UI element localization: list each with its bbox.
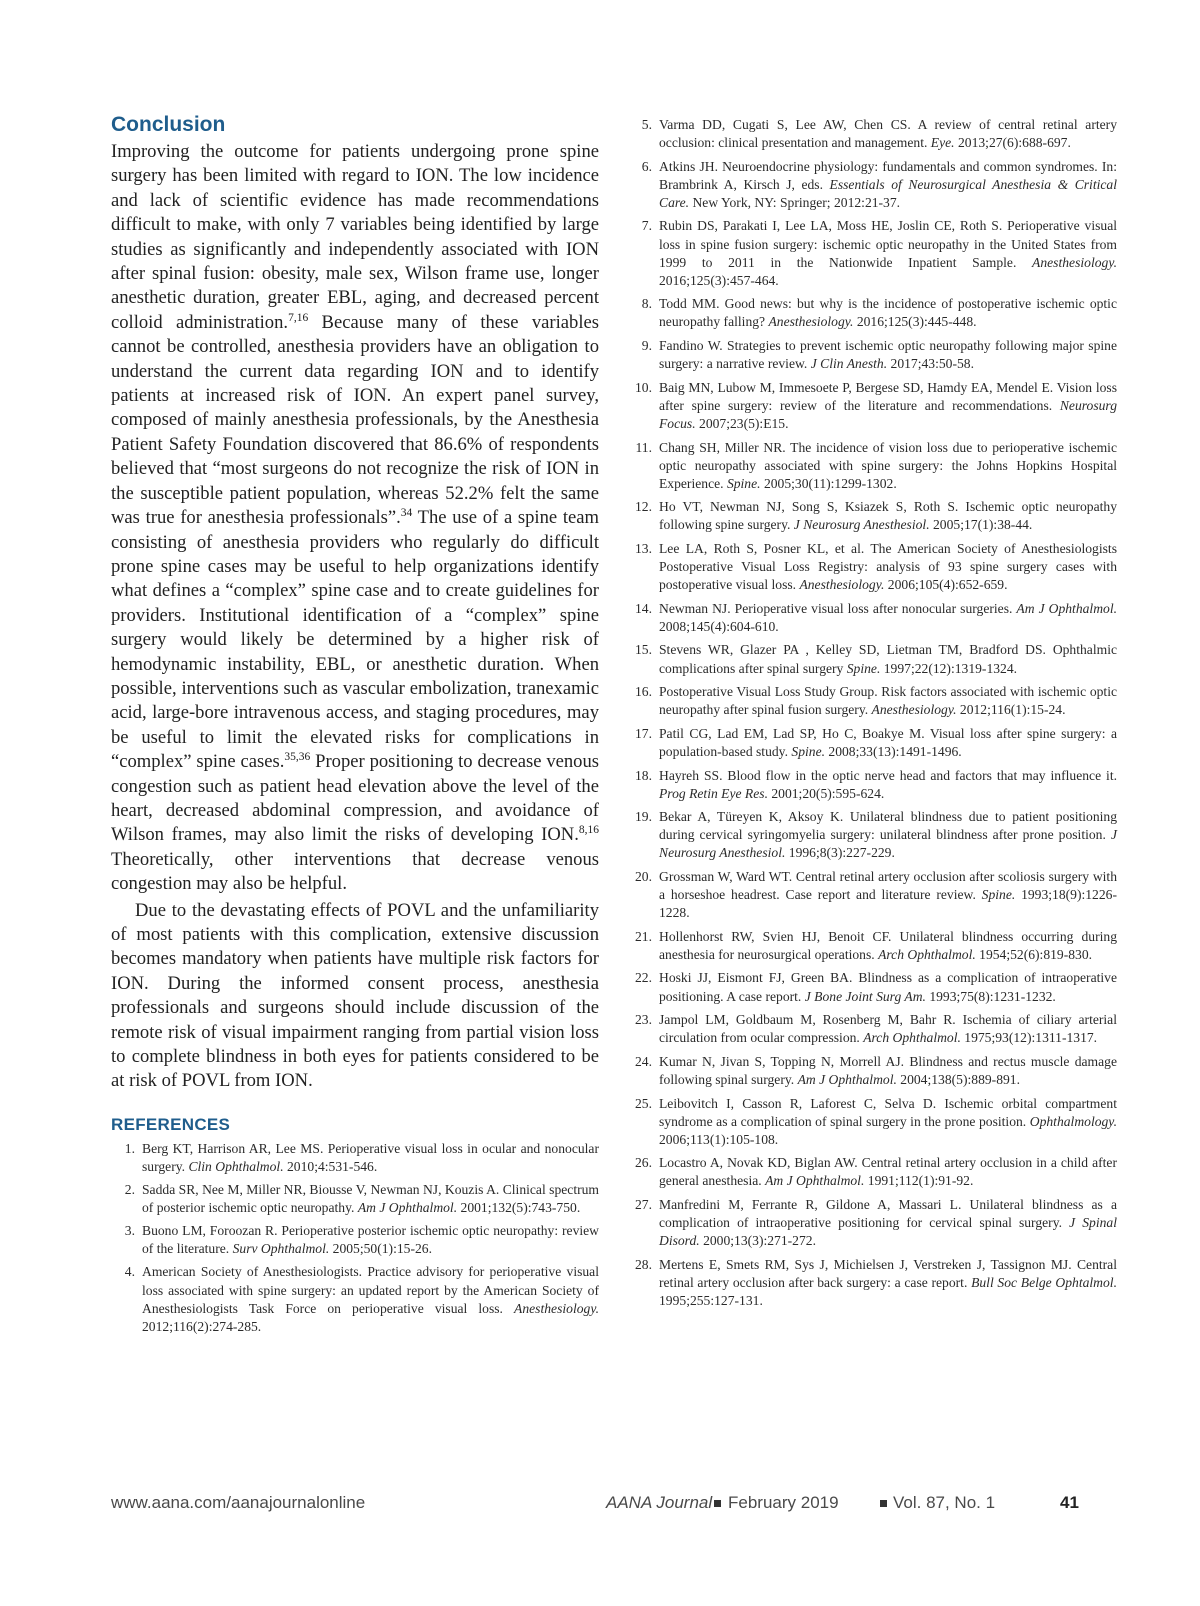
text-run: 2017;43:50-58. bbox=[887, 356, 974, 372]
text-run: Manfredini M, Ferrante R, Gildone A, Massari L. Unilateral blindness as a complication of intraoperative positioning for cervical spinal surgery. bbox=[659, 1196, 1117, 1231]
text-run: Todd MM. Good news: but why is the incidence of postoperative ischemic optic neuropathy falling? bbox=[659, 296, 1117, 330]
reference-number: 28. bbox=[635, 1256, 652, 1272]
text-run: 2000;13(3):271-272. bbox=[699, 1233, 816, 1249]
reference-item bbox=[628, 116, 1117, 152]
text-run: Locastro A, Novak KD, Biglan AW. Central retinal artery occlusion in a child after general anesthesia. bbox=[659, 1155, 1117, 1189]
text-run: 1975;93(12):1311-1317. bbox=[960, 1030, 1098, 1046]
text-run: Theoretically, other interventions that decrease venous congestion may also be helpful. bbox=[111, 848, 599, 895]
conclusion-heading: Conclusion bbox=[111, 113, 226, 136]
text-run: 2005;17(1):38-44. bbox=[929, 517, 1033, 533]
reference-item bbox=[628, 868, 1117, 922]
reference-number: 20. bbox=[635, 868, 652, 884]
text-run: 2006;113(1):105-108. bbox=[659, 1131, 779, 1147]
reference-item bbox=[628, 1053, 1117, 1089]
page-number: 41 bbox=[1060, 1493, 1079, 1512]
text-run: 2012;116(1):15-24. bbox=[956, 702, 1066, 718]
text-run: Lee LA, Roth S, Posner KL, et al. The American Society of Anesthesiologists Postoperative Visual Loss Registry: analysis of 93 spine surgery cases with postoperative visual loss. bbox=[659, 540, 1117, 593]
journal-title: J Neurosurg Anesthesiol. bbox=[793, 517, 930, 533]
reference-text bbox=[659, 928, 1117, 964]
text-run: Varma DD, Cugati S, Lee AW, Chen CS. A review of central retinal artery occlusion: clinical presentation and management. bbox=[659, 117, 1117, 151]
reference-text bbox=[659, 337, 1117, 373]
reference-text bbox=[659, 1196, 1117, 1250]
journal-title: Surv Ophthalmol. bbox=[232, 1241, 330, 1257]
reference-item bbox=[111, 1263, 599, 1335]
text-run: Kumar N, Jivan S, Topping N, Morrell AJ. Blindness and rectus muscle damage following spinal surgery. bbox=[659, 1053, 1117, 1087]
footer-journal: AANA Journal bbox=[606, 1493, 713, 1512]
reference-item bbox=[628, 540, 1117, 594]
reference-item bbox=[628, 1095, 1117, 1149]
text-run: Berg KT, Harrison AR, Lee MS. Perioperative visual loss in ocular and nonocular surgery. bbox=[142, 1140, 599, 1174]
reference-item bbox=[628, 767, 1117, 803]
text-run: The use of a spine team consisting of anesthesia providers who regularly do difficult prone spine cases may be useful to help organizations identify what defines a “complex” spine case and to create guidelines for providers. Institutional identification of a “complex” spine surgery would likely be determined by a higher risk of hemodynamic instability, EBL, or anesthetic duration. When possible, interventions such as vascular embolization, tranexamic acid, large-bore intravenous access, and staging procedures, may be useful to limit the elevated risks for complications in “complex” spine cases. bbox=[111, 507, 599, 773]
text-run: Proper positioning to decrease venous congestion such as patient head elevation above the level of the heart, decreased abdominal compression, and avoidance of Wilson frames, may also limit the risks of developing ION. bbox=[111, 751, 599, 846]
reference-number: 19. bbox=[635, 809, 652, 825]
reference-text bbox=[142, 1263, 599, 1335]
reference-text bbox=[659, 379, 1117, 433]
journal-title: Am J Ophthalmol. bbox=[797, 1071, 897, 1087]
reference-number: 16. bbox=[635, 684, 652, 700]
citation-superscript: 8,16 bbox=[578, 824, 599, 837]
reference-text bbox=[659, 439, 1117, 493]
text-run: 2012;116(2):274-285. bbox=[142, 1318, 262, 1334]
reference-item bbox=[628, 1196, 1117, 1250]
text-run: 1995;255:127-131. bbox=[659, 1292, 763, 1308]
journal-title: Anesthesiology. bbox=[514, 1300, 599, 1316]
reference-item bbox=[111, 1181, 599, 1217]
reference-text bbox=[659, 1053, 1117, 1089]
journal-title: J Bone Joint Surg Am. bbox=[804, 988, 926, 1004]
reference-item bbox=[628, 641, 1117, 677]
text-run: 1991;112(1):91-92. bbox=[864, 1173, 974, 1189]
references-heading: REFERENCES bbox=[111, 1114, 231, 1134]
reference-item bbox=[111, 1222, 599, 1258]
reference-number: 2. bbox=[124, 1182, 135, 1198]
text-run: 2004;138(5):889-891. bbox=[896, 1071, 1020, 1087]
reference-number: 17. bbox=[635, 725, 652, 741]
conclusion-paragraph bbox=[111, 140, 599, 897]
text-run: Postoperative Visual Loss Study Group. Risk factors associated with ischemic optic neuropathy after spinal fusion surgery. bbox=[659, 684, 1117, 718]
conclusion-paragraph bbox=[111, 899, 599, 1094]
reference-text bbox=[659, 1154, 1117, 1190]
reference-number: 11. bbox=[635, 439, 652, 455]
text-run: Fandino W. Strategies to prevent ischemic optic neuropathy following major spine surgery: a narrative review. bbox=[659, 338, 1117, 372]
reference-item bbox=[628, 337, 1117, 373]
reference-text bbox=[659, 969, 1117, 1005]
journal-title: Arch Ophthalmol. bbox=[863, 1030, 961, 1046]
reference-number: 3. bbox=[124, 1223, 135, 1239]
text-run: 2008;33(13):1491-1496. bbox=[825, 743, 962, 759]
journal-title: Anesthesiology. bbox=[871, 702, 957, 718]
reference-item bbox=[628, 217, 1117, 289]
reference-number: 15. bbox=[635, 642, 652, 658]
reference-item bbox=[628, 439, 1117, 493]
citation-superscript: 7,16 bbox=[288, 311, 309, 324]
journal-title: Bull Soc Belge Ophtalmol. bbox=[971, 1274, 1117, 1290]
text-run: 1993;18(9):1226-1228. bbox=[659, 887, 1117, 921]
reference-number: 24. bbox=[635, 1053, 652, 1069]
separator-square-icon bbox=[714, 1500, 721, 1507]
footer-date: February 2019 bbox=[728, 1493, 839, 1512]
reference-item bbox=[628, 158, 1117, 212]
journal-title: Essentials of Neurosurgical Anesthesia & Critical Care. bbox=[659, 176, 1117, 210]
text-run: Patil CG, Lad EM, Lad SP, Ho C, Boakye M. Visual loss after spine surgery: a population-based study. bbox=[659, 725, 1117, 759]
reference-item bbox=[628, 1154, 1117, 1190]
text-run: 2005;50(1):15-26. bbox=[329, 1241, 432, 1257]
text-run: Sadda SR, Nee M, Miller NR, Biousse V, Newman NJ, Kouzis A. Clinical spectrum of posterior ischemic optic neuropathy. bbox=[142, 1182, 599, 1216]
text-run: Ho VT, Newman NJ, Song S, Ksiazek S, Roth S. Ischemic optic neuropathy following spine surgery. bbox=[659, 499, 1117, 533]
text-run: Stevens WR, Glazer PA , Kelley SD, Lietman TM, Bradford DS. Ophthalmic complications after spinal surgery bbox=[659, 642, 1117, 676]
reference-item bbox=[628, 808, 1117, 862]
journal-title: Anesthesiology. bbox=[768, 314, 854, 330]
reference-text bbox=[659, 767, 1117, 803]
text-run: Because many of these variables cannot be controlled, anesthesia providers have an obligation to understand the current data regarding ION and to identify patients at increased risk of ION. An expert panel survey, composed of mainly anesthesia professionals, by the Anesthesia Patient Safety Foundation discovered that 86.6% of respondents believed that “most surgeons do not recognize the risk of ION in the susceptible patient population, whereas 52.2% felt the same was true for anesthesia professionals”. bbox=[111, 311, 599, 529]
reference-text bbox=[659, 641, 1117, 677]
reference-text bbox=[659, 116, 1117, 152]
citation-superscript: 35,36 bbox=[284, 751, 311, 764]
reference-number: 12. bbox=[635, 499, 652, 515]
journal-title: Spine. bbox=[846, 660, 881, 676]
reference-number: 6. bbox=[641, 158, 652, 174]
reference-number: 9. bbox=[641, 338, 652, 354]
reference-text bbox=[659, 295, 1117, 331]
reference-text bbox=[142, 1222, 599, 1258]
footer-url: www.aana.com/aanajournalonline bbox=[111, 1493, 366, 1512]
text-run: 1996;8(3):227-229. bbox=[785, 845, 895, 861]
text-run: 2008;145(4):604-610. bbox=[659, 618, 779, 634]
text-run: New York, NY: Springer; 2012:21-37. bbox=[689, 194, 901, 210]
journal-title: Ophthalmology. bbox=[1029, 1113, 1117, 1129]
reference-number: 7. bbox=[641, 218, 652, 234]
text-run: Hoski JJ, Eismont FJ, Green BA. Blindness as a complication of intraoperative positioning. A case report. bbox=[659, 970, 1117, 1004]
reference-item bbox=[628, 683, 1117, 719]
text-run: 1997;22(12):1319-1324. bbox=[880, 660, 1018, 676]
text-run: Rubin DS, Parakati I, Lee LA, Moss HE, Joslin CE, Roth S. Perioperative visual loss in spine fusion surgery: ischemic optic neuropathy in the United States from 1999 to 2011 in the Nationwide Inpatient Sample. bbox=[659, 218, 1117, 270]
journal-title: Spine. bbox=[791, 743, 826, 759]
reference-item bbox=[628, 379, 1117, 433]
journal-title: Am J Ophthalmol. bbox=[765, 1173, 865, 1189]
reference-item bbox=[628, 295, 1117, 331]
reference-number: 4. bbox=[124, 1264, 135, 1280]
reference-text bbox=[659, 683, 1117, 719]
reference-number: 13. bbox=[635, 540, 652, 556]
journal-title: Neurosurg Focus. bbox=[659, 397, 1117, 431]
reference-text bbox=[659, 217, 1117, 289]
reference-number: 10. bbox=[635, 379, 652, 395]
separator-square-icon bbox=[880, 1500, 887, 1507]
text-run: Baig MN, Lubow M, Immesoete P, Bergese SD, Hamdy EA, Mendel E. Vision loss after spine surgery: review of the literature and recommendations. bbox=[659, 379, 1117, 413]
journal-title: Am J Ophthalmol. bbox=[1016, 600, 1117, 616]
reference-text bbox=[659, 868, 1117, 922]
text-run: Bekar A, Türeyen K, Aksoy K. Unilateral blindness due to patient positioning during cervical syringomyelia surgery: unilateral blindness after prone position. bbox=[659, 809, 1117, 843]
reference-number: 25. bbox=[635, 1095, 652, 1111]
reference-number: 26. bbox=[635, 1155, 652, 1171]
left-column bbox=[111, 112, 599, 1341]
text-run: 2001;20(5):595-624. bbox=[767, 785, 885, 801]
reference-text bbox=[659, 540, 1117, 594]
text-run: Newman NJ. Perioperative visual loss after nonocular surgeries. bbox=[659, 600, 1017, 616]
journal-title: Spine. bbox=[726, 475, 761, 491]
reference-text bbox=[142, 1140, 599, 1176]
citation-superscript: 34 bbox=[400, 507, 413, 520]
journal-title: Anesthesiology. bbox=[799, 577, 885, 593]
reference-item bbox=[628, 498, 1117, 534]
reference-number: 18. bbox=[635, 767, 652, 783]
reference-item bbox=[628, 600, 1117, 636]
reference-text bbox=[659, 725, 1117, 761]
footer-volume: Vol. 87, No. 1 bbox=[893, 1493, 996, 1512]
reference-item bbox=[628, 1011, 1117, 1047]
text-run: 2016;125(3):457-464. bbox=[659, 272, 779, 288]
reference-text bbox=[659, 600, 1117, 636]
reference-item bbox=[628, 969, 1117, 1005]
reference-number: 1. bbox=[124, 1140, 135, 1156]
text-run: 2013;27(6):688-697. bbox=[954, 135, 1071, 151]
journal-title: Eye. bbox=[930, 135, 955, 151]
text-run: Mertens E, Smets RM, Sys J, Michielsen J, Verstreken J, Tassignon MJ. Central retinal artery occlusion after back surgery: a case report. bbox=[659, 1256, 1117, 1290]
text-run: Jampol LM, Goldbaum M, Rosenberg M, Bahr R. Ischemia of ciliary arterial circulation from ocular compression. bbox=[659, 1012, 1117, 1046]
journal-title: Anesthesiology. bbox=[1032, 254, 1117, 270]
text-run: 1954;52(6):819-830. bbox=[975, 946, 1093, 962]
text-run: Grossman W, Ward WT. Central retinal artery occlusion after scoliosis surgery with a horseshoe headrest. Case report and literature review. bbox=[659, 868, 1117, 903]
reference-item bbox=[111, 1140, 599, 1176]
reference-number: 22. bbox=[635, 970, 652, 986]
reference-text bbox=[659, 1256, 1117, 1310]
reference-number: 5. bbox=[641, 117, 652, 132]
text-run: 2007;23(5):E15. bbox=[695, 415, 789, 431]
text-run: Atkins JH. Neuroendocrine physiology: fundamentals and common syndromes. In: Brambrink A, Kirsch J, eds. bbox=[659, 158, 1117, 192]
text-run: Hollenhorst RW, Svien HJ, Benoit CF. Unilateral blindness occurring during anesthesia for neurosurgical operations. bbox=[659, 928, 1117, 962]
right-column bbox=[628, 116, 1117, 1316]
reference-list-right bbox=[628, 116, 1117, 1310]
text-run: 1993;75(8):1231-1232. bbox=[925, 988, 1056, 1004]
reference-number: 8. bbox=[641, 296, 652, 312]
reference-text bbox=[659, 158, 1117, 212]
reference-text bbox=[659, 1095, 1117, 1149]
text-run: 2001;132(5):743-750. bbox=[457, 1200, 581, 1216]
reference-item bbox=[628, 1256, 1117, 1310]
text-run: Hayreh SS. Blood flow in the optic nerve head and factors that may influence it. bbox=[659, 767, 1117, 783]
text-run: 2016;125(3):445-448. bbox=[853, 314, 977, 330]
journal-title: Am J Ophthalmol. bbox=[357, 1200, 458, 1216]
reference-number: 21. bbox=[635, 928, 652, 944]
conclusion-body bbox=[111, 140, 599, 1094]
reference-item bbox=[628, 928, 1117, 964]
reference-text bbox=[142, 1181, 599, 1217]
text-run: Chang SH, Miller NR. The incidence of vision loss due to perioperative ischemic optic neuropathy associated with spine surgery: the Johns Hopkins Hospital Experience. bbox=[659, 439, 1117, 491]
journal-title: Arch Ophthalmol. bbox=[878, 946, 976, 962]
text-run: 2010;4:531-546. bbox=[283, 1158, 378, 1174]
reference-number: 14. bbox=[635, 600, 652, 616]
journal-title: Prog Retin Eye Res. bbox=[659, 785, 768, 801]
reference-text bbox=[659, 808, 1117, 862]
reference-text bbox=[659, 498, 1117, 534]
journal-title: Spine. bbox=[981, 887, 1016, 903]
reference-number: 23. bbox=[635, 1012, 652, 1028]
reference-number: 27. bbox=[635, 1196, 652, 1212]
reference-item bbox=[628, 725, 1117, 761]
text-run: Buono LM, Foroozan R. Perioperative posterior ischemic optic neuropathy: review of the literature. bbox=[142, 1223, 599, 1257]
text-run: 2005;30(11):1299-1302. bbox=[760, 475, 897, 491]
journal-title: J Clin Anesth. bbox=[810, 356, 888, 372]
journal-title: J Neurosurg Anesthesiol. bbox=[659, 827, 1117, 861]
text-run: Due to the devastating effects of POVL and the unfamiliarity of most patients with this complication, extensive discussion becomes mandatory when patients have multiple risk factors for ION. During the informed consent process, anesthesia professionals and surgeons should include discussion of the remote risk of visual impairment ranging from partial vision loss to complete blindness in both eyes for patients considered to be at risk of POVL from ION. bbox=[111, 899, 599, 1092]
text-run: Leibovitch I, Casson R, Laforest C, Selva D. Ischemic orbital compartment syndrome as a complication of spinal surgery in the prone position. bbox=[659, 1095, 1117, 1129]
journal-title: J Spinal Disord. bbox=[659, 1215, 1117, 1249]
text-run: American Society of Anesthesiologists. Practice advisory for perioperative visual loss associated with spine surgery: an updated report by the American Society of Anesthesiologists Task Force on perioperative visual loss. bbox=[142, 1264, 599, 1316]
reference-list-left bbox=[111, 1140, 599, 1336]
text-run: Improving the outcome for patients undergoing prone spine surgery has been limited with regard to ION. The low incidence and lack of scientific evidence has made recommendations difficult to make, with only 7 variables being identified by large studies as significantly and independently associated with ION after spinal fusion: obesity, male sex, Wilson frame use, longer anesthetic duration, greater EBL, aging, and decreased percent colloid administration. bbox=[111, 141, 599, 333]
reference-text bbox=[659, 1011, 1117, 1047]
journal-title: Clin Ophthalmol. bbox=[188, 1158, 284, 1174]
text-run: 2006;105(4):652-659. bbox=[884, 577, 1008, 593]
